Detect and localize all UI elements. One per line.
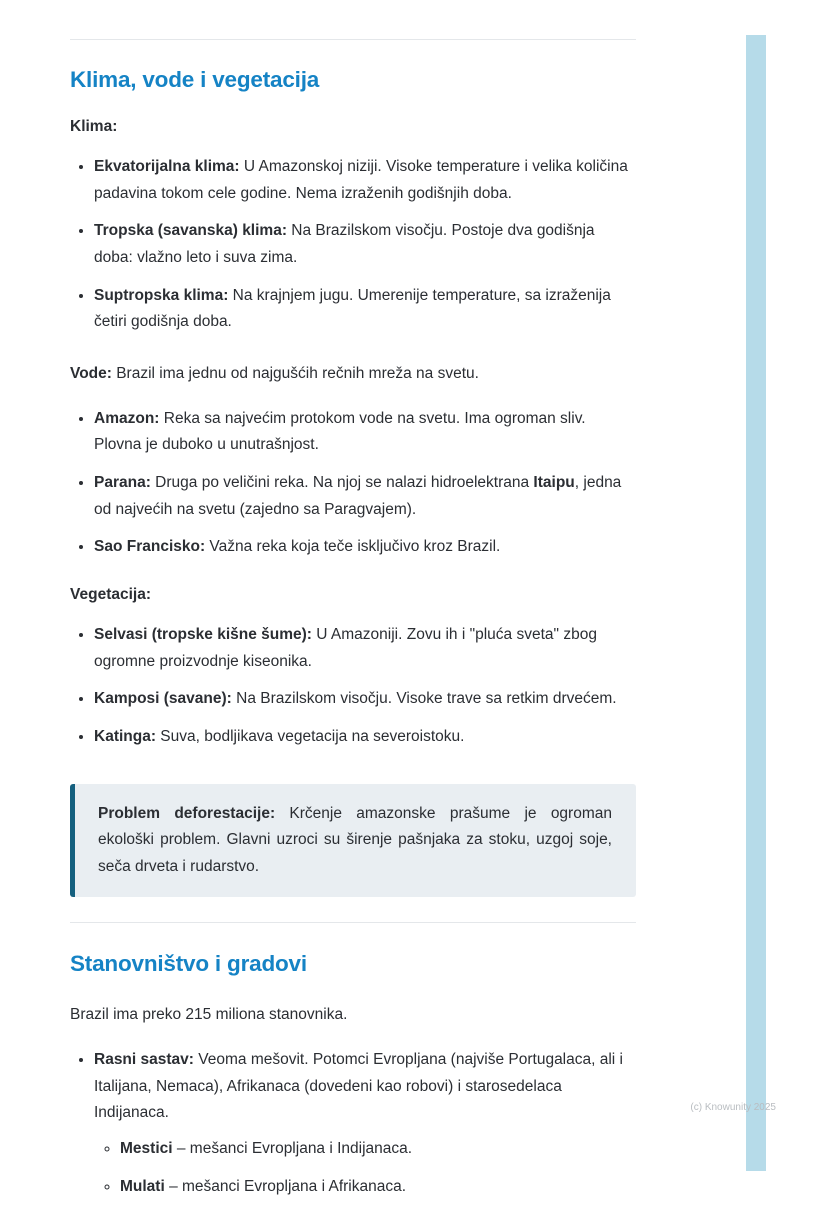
- document-content: [70, 39, 636, 1211]
- vode-list: [70, 406, 636, 561]
- term: Selvasi (tropske kišne šume):: [94, 625, 312, 643]
- term-text: Važna reka koja teče isključivo kroz Brazil.: [205, 538, 501, 556]
- deforestation-callout-box: [70, 784, 636, 898]
- vegetacija-label: Vegetacija:: [70, 585, 151, 603]
- term: Kamposi (savane):: [94, 690, 232, 708]
- list-item-katinga: [94, 724, 636, 751]
- list-item-ekvatorijalna: [94, 154, 636, 207]
- term-text: Na Brazilskom visočju. Postoje dva godišnja doba: vlažno leto i suva zima.: [94, 222, 595, 266]
- term-text: – mešanci Evropljana i Indijanaca.: [172, 1140, 413, 1158]
- sub-list-item-mulati: [120, 1174, 636, 1201]
- term: Tropska (savanska) klima:: [94, 222, 287, 240]
- term: Mulati: [120, 1177, 165, 1195]
- klima-label: Klima:: [70, 118, 118, 135]
- term-text: Suva, bodljikava vegetacija na severoistoku.: [156, 727, 465, 745]
- stanovnistvo-list: [70, 1047, 636, 1200]
- list-item-selvasi: [94, 622, 636, 675]
- term-text: , jedna od najvećih na svetu (zajedno sa Paragvajem).: [94, 473, 622, 518]
- term-text: Veoma mešovit. Potomci Evropljana (najviše Portugalaca, ali i Italijana, Nemaca), Afrikanaca (dovedeni kao robovi) i starosedelaca Indijanaca.: [94, 1051, 623, 1122]
- top-divider: [70, 39, 636, 40]
- callout-lead: Problem deforestacije:: [98, 804, 276, 822]
- term: Katinga:: [94, 727, 156, 745]
- vode-paragraph: [70, 361, 636, 388]
- section-heading-stanovnistvo-gradovi: Stanovništvo i gradovi: [70, 951, 307, 977]
- term: Rasni sastav:: [94, 1051, 194, 1069]
- list-item-tropska: [94, 218, 636, 271]
- list-item-amazon: [94, 406, 636, 459]
- term-text: Na krajnjem jugu. Umerenije temperature, sa izraženija četiri godišnja doba.: [94, 286, 611, 331]
- term: Amazon:: [94, 409, 160, 427]
- klima-list: [70, 154, 636, 336]
- section-heading-klima-vode-vegetacija: Klima, vode i vegetacija: [70, 67, 320, 92]
- vode-label: Vode:: [70, 364, 112, 382]
- callout-text: Krčenje amazonske prašume je ogroman ekološki problem. Glavni uzroci su širenje pašnjaka za stoku, uzgoj soje, seča drveta i rudarstvo.: [98, 804, 612, 875]
- term: Suptropska klima:: [94, 286, 229, 304]
- term-text: Reka sa najvećim protokom vode na svetu. Ima ogroman sliv. Plovna je duboko u unutrašnjost.: [94, 409, 586, 454]
- scrollbar[interactable]: [746, 35, 766, 1171]
- term-text: U Amazonskoj niziji. Visoke temperature i velika količina padavina tokom cele godine. Nema izraženih godišnjih doba.: [94, 158, 628, 202]
- term: Sao Francisko:: [94, 538, 206, 556]
- term: Mestici: [120, 1140, 173, 1158]
- copyright-notice: (c) Knowunity 2025: [690, 1102, 776, 1113]
- list-item-rasni-sastav: [94, 1047, 636, 1200]
- term-inline: Itaipu: [533, 473, 575, 491]
- vode-intro-text: Brazil ima jednu od najgušćih rečnih mreža na svetu.: [111, 364, 479, 382]
- list-item-parana: [94, 470, 636, 523]
- sub-list-item-mestici: [120, 1136, 636, 1163]
- term-text: Na Brazilskom visočju. Visoke trave sa retkim drvećem.: [231, 690, 617, 708]
- section-divider: [70, 922, 636, 923]
- term: Ekvatorijalna klima:: [94, 158, 240, 175]
- list-item-suptropska: [94, 283, 636, 336]
- list-item-kamposi: [94, 686, 636, 713]
- term: Parana:: [94, 473, 151, 491]
- stanovnistvo-intro: Brazil ima preko 215 miliona stanovnika.: [70, 1006, 348, 1024]
- term-text: – mešanci Evropljana i Afrikanaca.: [164, 1177, 407, 1195]
- vegetacija-list: [70, 622, 636, 751]
- term-text: Druga po veličini reka. Na njoj se nalazi hidroelektrana: [150, 473, 534, 491]
- list-item-sao-francisko: [94, 534, 636, 561]
- rasni-sastav-sublist: [94, 1136, 636, 1200]
- term-text: U Amazoniji. Zovu ih i "pluća sveta" zbog ogromne proizvodnje kiseonika.: [94, 625, 597, 670]
